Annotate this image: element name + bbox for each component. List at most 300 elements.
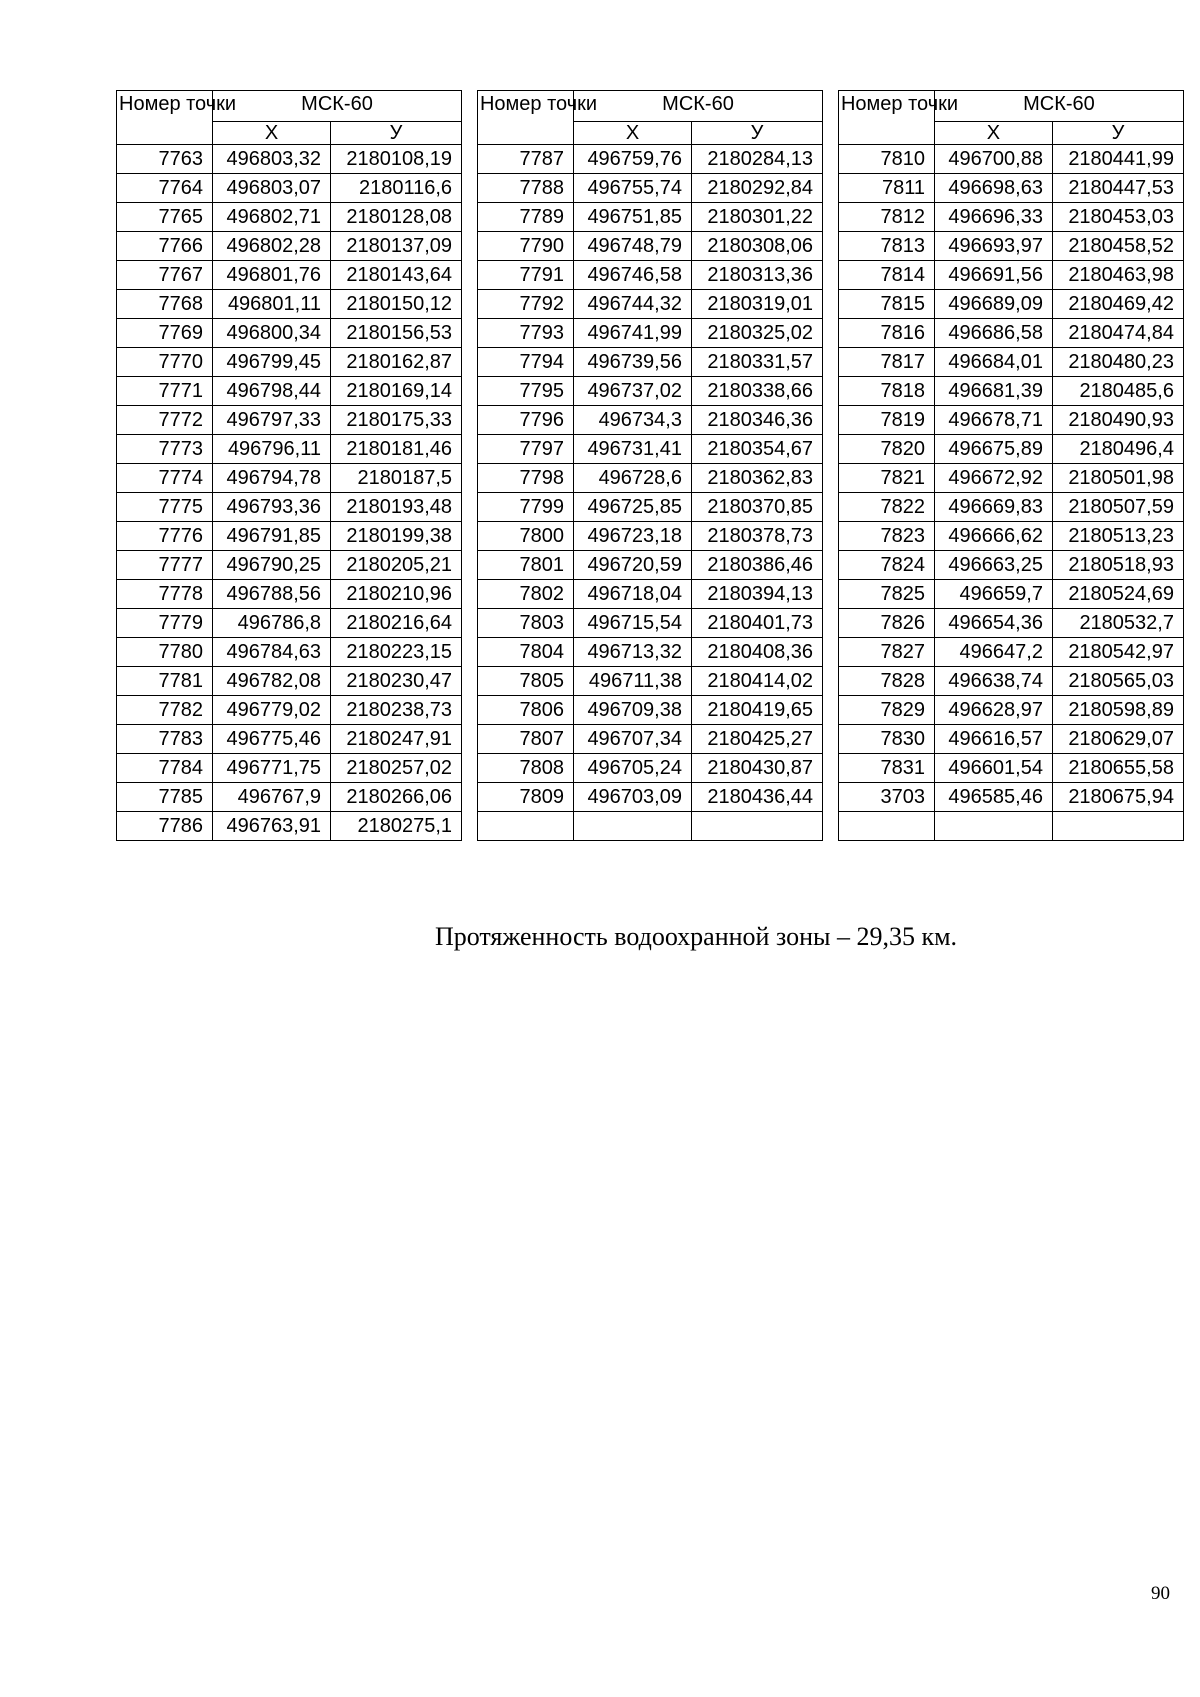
cell-point-number: 7786 bbox=[117, 812, 213, 841]
cell-y: 2180156,53 bbox=[331, 319, 462, 348]
cell-point-number: 7817 bbox=[838, 348, 934, 377]
cell-x: 496628,97 bbox=[934, 696, 1052, 725]
cell-x: 496759,76 bbox=[573, 145, 691, 174]
cell-x: 496693,97 bbox=[934, 232, 1052, 261]
table-row bbox=[117, 725, 462, 754]
cell-point-number: 7810 bbox=[838, 145, 934, 174]
table-row bbox=[477, 319, 822, 348]
cell-x: 496746,58 bbox=[573, 261, 691, 290]
table-row bbox=[117, 435, 462, 464]
cell-x: 496718,04 bbox=[573, 580, 691, 609]
table-row bbox=[477, 754, 822, 783]
cell-point-number: 3703 bbox=[838, 783, 934, 812]
table-row bbox=[117, 290, 462, 319]
cell-x: 496696,33 bbox=[934, 203, 1052, 232]
table-row bbox=[838, 783, 1183, 812]
table-row bbox=[117, 812, 462, 841]
cell-point-number: 7766 bbox=[117, 232, 213, 261]
cell-x: 496711,38 bbox=[573, 667, 691, 696]
cell-x: 496791,85 bbox=[213, 522, 331, 551]
cell-x: 496725,85 bbox=[573, 493, 691, 522]
cell-x: 496691,56 bbox=[934, 261, 1052, 290]
table-row bbox=[477, 522, 822, 551]
cell-y: 2180675,94 bbox=[1052, 783, 1183, 812]
cell-x: 496616,57 bbox=[934, 725, 1052, 754]
table-row bbox=[838, 493, 1183, 522]
cell-x: 496663,25 bbox=[934, 551, 1052, 580]
table-row bbox=[477, 725, 822, 754]
cell-x: 496659,7 bbox=[934, 580, 1052, 609]
cell-point-number: 7788 bbox=[477, 174, 573, 203]
cell-y: 2180463,98 bbox=[1052, 261, 1183, 290]
cell-point-number: 7812 bbox=[838, 203, 934, 232]
cell-point-number: 7781 bbox=[117, 667, 213, 696]
cell-y: 2180501,98 bbox=[1052, 464, 1183, 493]
cell-point-number: 7803 bbox=[477, 609, 573, 638]
cell-point-number: 7809 bbox=[477, 783, 573, 812]
cell-y: 2180319,01 bbox=[691, 290, 822, 319]
table-row bbox=[477, 551, 822, 580]
cell-point-number: 7800 bbox=[477, 522, 573, 551]
coordinate-table-1 bbox=[116, 90, 462, 841]
cell-y: 2180354,67 bbox=[691, 435, 822, 464]
cell-point-number: 7783 bbox=[117, 725, 213, 754]
cell-x: 496720,59 bbox=[573, 551, 691, 580]
cell-y: 2180325,02 bbox=[691, 319, 822, 348]
cell-y: 2180655,58 bbox=[1052, 754, 1183, 783]
table-row bbox=[117, 493, 462, 522]
cell-point-number: 7795 bbox=[477, 377, 573, 406]
water-protection-zone-length: Протяженность водоохранной зоны – 29,35 км. bbox=[434, 922, 958, 951]
cell-x bbox=[573, 812, 691, 841]
table-row bbox=[838, 580, 1183, 609]
cell-point-number: 7787 bbox=[477, 145, 573, 174]
table-row bbox=[838, 667, 1183, 696]
cell-x: 496675,89 bbox=[934, 435, 1052, 464]
cell-point-number: 7778 bbox=[117, 580, 213, 609]
page-number: 90 bbox=[1151, 1583, 1170, 1604]
cell-y: 2180419,65 bbox=[691, 696, 822, 725]
cell-point-number bbox=[838, 812, 934, 841]
cell-y: 2180447,53 bbox=[1052, 174, 1183, 203]
cell-point-number: 7808 bbox=[477, 754, 573, 783]
cell-x: 496723,18 bbox=[573, 522, 691, 551]
table-row bbox=[477, 348, 822, 377]
cell-x: 496798,44 bbox=[213, 377, 331, 406]
cell-y: 2180313,36 bbox=[691, 261, 822, 290]
cell-x: 496803,07 bbox=[213, 174, 331, 203]
cell-y: 2180598,89 bbox=[1052, 696, 1183, 725]
cell-x: 496647,2 bbox=[934, 638, 1052, 667]
table-row bbox=[117, 203, 462, 232]
cell-point-number: 7815 bbox=[838, 290, 934, 319]
cell-x: 496689,09 bbox=[934, 290, 1052, 319]
cell-x: 496707,34 bbox=[573, 725, 691, 754]
table-row bbox=[117, 464, 462, 493]
cell-x: 496739,56 bbox=[573, 348, 691, 377]
cell-y: 2180301,22 bbox=[691, 203, 822, 232]
table-row bbox=[117, 580, 462, 609]
cell-x: 496678,71 bbox=[934, 406, 1052, 435]
cell-point-number: 7828 bbox=[838, 667, 934, 696]
cell-y: 2180425,27 bbox=[691, 725, 822, 754]
cell-y: 2180496,4 bbox=[1052, 435, 1183, 464]
table-row bbox=[838, 406, 1183, 435]
table-row bbox=[477, 493, 822, 522]
cell-point-number: 7821 bbox=[838, 464, 934, 493]
cell-x: 496797,33 bbox=[213, 406, 331, 435]
cell-point-number: 7820 bbox=[838, 435, 934, 464]
cell-point-number: 7811 bbox=[838, 174, 934, 203]
cell-x: 496767,9 bbox=[213, 783, 331, 812]
table-row bbox=[477, 638, 822, 667]
coordinate-table-2 bbox=[477, 90, 823, 841]
cell-point-number: 7785 bbox=[117, 783, 213, 812]
cell-y: 2180143,64 bbox=[331, 261, 462, 290]
cell-x: 496741,99 bbox=[573, 319, 691, 348]
cell-point-number bbox=[477, 812, 573, 841]
cell-y: 2180238,73 bbox=[331, 696, 462, 725]
table-row bbox=[477, 435, 822, 464]
cell-point-number: 7798 bbox=[477, 464, 573, 493]
cell-point-number: 7793 bbox=[477, 319, 573, 348]
cell-y: 2180518,93 bbox=[1052, 551, 1183, 580]
cell-point-number: 7764 bbox=[117, 174, 213, 203]
cell-y: 2180108,19 bbox=[331, 145, 462, 174]
cell-point-number: 7819 bbox=[838, 406, 934, 435]
table-row bbox=[838, 725, 1183, 754]
cell-y: 2180266,06 bbox=[331, 783, 462, 812]
cell-x: 496799,45 bbox=[213, 348, 331, 377]
table-row bbox=[838, 754, 1183, 783]
table-row bbox=[838, 551, 1183, 580]
cell-y: 2180216,64 bbox=[331, 609, 462, 638]
cell-point-number: 7831 bbox=[838, 754, 934, 783]
header-x: Х bbox=[213, 122, 331, 145]
cell-y: 2180629,07 bbox=[1052, 725, 1183, 754]
cell-point-number: 7801 bbox=[477, 551, 573, 580]
cell-x: 496779,02 bbox=[213, 696, 331, 725]
cell-point-number: 7802 bbox=[477, 580, 573, 609]
cell-point-number: 7829 bbox=[838, 696, 934, 725]
cell-point-number: 7792 bbox=[477, 290, 573, 319]
cell-point-number: 7824 bbox=[838, 551, 934, 580]
cell-point-number: 7780 bbox=[117, 638, 213, 667]
cell-y: 2180193,48 bbox=[331, 493, 462, 522]
cell-y: 2180175,33 bbox=[331, 406, 462, 435]
cell-y: 2180386,46 bbox=[691, 551, 822, 580]
cell-x: 496728,6 bbox=[573, 464, 691, 493]
header-y: У bbox=[331, 122, 462, 145]
cell-x: 496790,25 bbox=[213, 551, 331, 580]
table-row bbox=[838, 522, 1183, 551]
cell-x: 496796,11 bbox=[213, 435, 331, 464]
header-point-number: Номер точки bbox=[117, 91, 213, 145]
cell-y: 2180230,47 bbox=[331, 667, 462, 696]
cell-point-number: 7830 bbox=[838, 725, 934, 754]
table-row bbox=[838, 377, 1183, 406]
cell-y: 2180162,87 bbox=[331, 348, 462, 377]
cell-y: 2180116,6 bbox=[331, 174, 462, 203]
table-row bbox=[477, 464, 822, 493]
cell-point-number: 7770 bbox=[117, 348, 213, 377]
cell-y: 2180430,87 bbox=[691, 754, 822, 783]
cell-y: 2180480,23 bbox=[1052, 348, 1183, 377]
cell-x: 496793,36 bbox=[213, 493, 331, 522]
table-row bbox=[838, 290, 1183, 319]
cell-x: 496601,54 bbox=[934, 754, 1052, 783]
cell-y: 2180524,69 bbox=[1052, 580, 1183, 609]
cell-y: 2180223,15 bbox=[331, 638, 462, 667]
cell-y: 2180474,84 bbox=[1052, 319, 1183, 348]
table-row bbox=[838, 174, 1183, 203]
cell-x: 496698,63 bbox=[934, 174, 1052, 203]
cell-y: 2180150,12 bbox=[331, 290, 462, 319]
header-coordinate-system: МСК-60 bbox=[213, 91, 462, 122]
table-row bbox=[838, 464, 1183, 493]
cell-point-number: 7767 bbox=[117, 261, 213, 290]
cell-point-number: 7823 bbox=[838, 522, 934, 551]
cell-y: 2180169,14 bbox=[331, 377, 462, 406]
table-row bbox=[117, 609, 462, 638]
table-row bbox=[477, 145, 822, 174]
cell-x: 496803,32 bbox=[213, 145, 331, 174]
cell-point-number: 7796 bbox=[477, 406, 573, 435]
cell-y: 2180205,21 bbox=[331, 551, 462, 580]
cell-x: 496748,79 bbox=[573, 232, 691, 261]
table-row bbox=[838, 435, 1183, 464]
cell-point-number: 7769 bbox=[117, 319, 213, 348]
table-row bbox=[477, 667, 822, 696]
cell-x: 496709,38 bbox=[573, 696, 691, 725]
table-row bbox=[477, 696, 822, 725]
cell-point-number: 7789 bbox=[477, 203, 573, 232]
cell-point-number: 7763 bbox=[117, 145, 213, 174]
cell-x: 496784,63 bbox=[213, 638, 331, 667]
cell-y: 2180346,36 bbox=[691, 406, 822, 435]
table-row bbox=[117, 783, 462, 812]
cell-x: 496731,41 bbox=[573, 435, 691, 464]
table-row bbox=[838, 812, 1183, 841]
cell-point-number: 7807 bbox=[477, 725, 573, 754]
cell-point-number: 7768 bbox=[117, 290, 213, 319]
cell-y: 2180414,02 bbox=[691, 667, 822, 696]
cell-x: 496666,62 bbox=[934, 522, 1052, 551]
cell-x: 496715,54 bbox=[573, 609, 691, 638]
cell-x: 496681,39 bbox=[934, 377, 1052, 406]
cell-x: 496734,3 bbox=[573, 406, 691, 435]
cell-y: 2180565,03 bbox=[1052, 667, 1183, 696]
cell-x: 496713,32 bbox=[573, 638, 691, 667]
cell-y: 2180401,73 bbox=[691, 609, 822, 638]
cell-y: 2180308,06 bbox=[691, 232, 822, 261]
cell-y: 2180378,73 bbox=[691, 522, 822, 551]
header-coordinate-system: МСК-60 bbox=[573, 91, 822, 122]
header-y: У bbox=[691, 122, 822, 145]
table-row bbox=[838, 348, 1183, 377]
cell-x: 496585,46 bbox=[934, 783, 1052, 812]
cell-x: 496782,08 bbox=[213, 667, 331, 696]
cell-point-number: 7784 bbox=[117, 754, 213, 783]
table-row bbox=[117, 348, 462, 377]
cell-y: 2180187,5 bbox=[331, 464, 462, 493]
cell-y: 2180257,02 bbox=[331, 754, 462, 783]
table-row bbox=[117, 754, 462, 783]
cell-y: 2180370,85 bbox=[691, 493, 822, 522]
table-row bbox=[477, 783, 822, 812]
cell-point-number: 7805 bbox=[477, 667, 573, 696]
cell-x: 496802,71 bbox=[213, 203, 331, 232]
cell-x: 496705,24 bbox=[573, 754, 691, 783]
cell-y: 2180485,6 bbox=[1052, 377, 1183, 406]
cell-point-number: 7777 bbox=[117, 551, 213, 580]
cell-y: 2180137,09 bbox=[331, 232, 462, 261]
cell-x: 496737,02 bbox=[573, 377, 691, 406]
cell-x: 496751,85 bbox=[573, 203, 691, 232]
table-row bbox=[477, 232, 822, 261]
table-row bbox=[477, 406, 822, 435]
cell-x: 496669,83 bbox=[934, 493, 1052, 522]
cell-point-number: 7826 bbox=[838, 609, 934, 638]
cell-y: 2180513,23 bbox=[1052, 522, 1183, 551]
cell-y: 2180408,36 bbox=[691, 638, 822, 667]
cell-point-number: 7818 bbox=[838, 377, 934, 406]
header-x: Х bbox=[934, 122, 1052, 145]
cell-y: 2180441,99 bbox=[1052, 145, 1183, 174]
table-row bbox=[838, 232, 1183, 261]
coordinate-table-3 bbox=[838, 90, 1184, 841]
cell-y: 2180436,44 bbox=[691, 783, 822, 812]
header-point-number: Номер точки bbox=[477, 91, 573, 145]
table-row bbox=[117, 667, 462, 696]
table-row bbox=[117, 406, 462, 435]
cell-y: 2180275,1 bbox=[331, 812, 462, 841]
cell-point-number: 7791 bbox=[477, 261, 573, 290]
cell-x: 496800,34 bbox=[213, 319, 331, 348]
cell-y bbox=[691, 812, 822, 841]
cell-point-number: 7773 bbox=[117, 435, 213, 464]
table-row bbox=[838, 145, 1183, 174]
header-x: Х bbox=[573, 122, 691, 145]
cell-point-number: 7765 bbox=[117, 203, 213, 232]
cell-point-number: 7782 bbox=[117, 696, 213, 725]
table-row bbox=[477, 812, 822, 841]
cell-y: 2180453,03 bbox=[1052, 203, 1183, 232]
table-row bbox=[838, 638, 1183, 667]
cell-y: 2180199,38 bbox=[331, 522, 462, 551]
cell-x: 496771,75 bbox=[213, 754, 331, 783]
table-row bbox=[117, 319, 462, 348]
cell-x: 496703,09 bbox=[573, 783, 691, 812]
header-y: У bbox=[1052, 122, 1183, 145]
cell-x: 496700,88 bbox=[934, 145, 1052, 174]
table-row bbox=[477, 609, 822, 638]
table-row bbox=[117, 696, 462, 725]
cell-point-number: 7779 bbox=[117, 609, 213, 638]
table-row bbox=[477, 377, 822, 406]
table-row bbox=[117, 174, 462, 203]
cell-y bbox=[1052, 812, 1183, 841]
table-row bbox=[838, 203, 1183, 232]
cell-point-number: 7814 bbox=[838, 261, 934, 290]
cell-x: 496755,74 bbox=[573, 174, 691, 203]
cell-y: 2180394,13 bbox=[691, 580, 822, 609]
header-coordinate-system: МСК-60 bbox=[934, 91, 1183, 122]
cell-y: 2180507,59 bbox=[1052, 493, 1183, 522]
cell-y: 2180362,83 bbox=[691, 464, 822, 493]
table-row bbox=[838, 696, 1183, 725]
cell-y: 2180532,7 bbox=[1052, 609, 1183, 638]
cell-point-number: 7827 bbox=[838, 638, 934, 667]
cell-point-number: 7813 bbox=[838, 232, 934, 261]
cell-x: 496786,8 bbox=[213, 609, 331, 638]
table-row bbox=[477, 580, 822, 609]
cell-y: 2180181,46 bbox=[331, 435, 462, 464]
cell-point-number: 7806 bbox=[477, 696, 573, 725]
cell-y: 2180458,52 bbox=[1052, 232, 1183, 261]
table-row bbox=[117, 145, 462, 174]
cell-point-number: 7797 bbox=[477, 435, 573, 464]
cell-x: 496788,56 bbox=[213, 580, 331, 609]
cell-x bbox=[934, 812, 1052, 841]
cell-x: 496744,32 bbox=[573, 290, 691, 319]
cell-x: 496672,92 bbox=[934, 464, 1052, 493]
cell-point-number: 7825 bbox=[838, 580, 934, 609]
cell-point-number: 7776 bbox=[117, 522, 213, 551]
table-row bbox=[117, 377, 462, 406]
cell-point-number: 7804 bbox=[477, 638, 573, 667]
cell-point-number: 7772 bbox=[117, 406, 213, 435]
cell-x: 496686,58 bbox=[934, 319, 1052, 348]
cell-y: 2180331,57 bbox=[691, 348, 822, 377]
cell-y: 2180469,42 bbox=[1052, 290, 1183, 319]
cell-x: 496654,36 bbox=[934, 609, 1052, 638]
table-row bbox=[117, 261, 462, 290]
header-point-number: Номер точки bbox=[838, 91, 934, 145]
table-row bbox=[117, 522, 462, 551]
table-row bbox=[477, 174, 822, 203]
table-row bbox=[838, 319, 1183, 348]
table-row bbox=[117, 551, 462, 580]
cell-x: 496684,01 bbox=[934, 348, 1052, 377]
cell-point-number: 7774 bbox=[117, 464, 213, 493]
cell-y: 2180542,97 bbox=[1052, 638, 1183, 667]
cell-x: 496638,74 bbox=[934, 667, 1052, 696]
cell-x: 496763,91 bbox=[213, 812, 331, 841]
table-row bbox=[477, 203, 822, 232]
table-row bbox=[477, 290, 822, 319]
table-row bbox=[117, 638, 462, 667]
cell-x: 496802,28 bbox=[213, 232, 331, 261]
table-row bbox=[477, 261, 822, 290]
cell-point-number: 7771 bbox=[117, 377, 213, 406]
cell-y: 2180490,93 bbox=[1052, 406, 1183, 435]
table-row bbox=[117, 232, 462, 261]
table-row bbox=[838, 609, 1183, 638]
cell-y: 2180210,96 bbox=[331, 580, 462, 609]
cell-x: 496801,76 bbox=[213, 261, 331, 290]
cell-x: 496801,11 bbox=[213, 290, 331, 319]
cell-y: 2180247,91 bbox=[331, 725, 462, 754]
cell-point-number: 7794 bbox=[477, 348, 573, 377]
cell-point-number: 7799 bbox=[477, 493, 573, 522]
cell-point-number: 7790 bbox=[477, 232, 573, 261]
cell-point-number: 7822 bbox=[838, 493, 934, 522]
cell-y: 2180292,84 bbox=[691, 174, 822, 203]
cell-y: 2180128,08 bbox=[331, 203, 462, 232]
cell-x: 496775,46 bbox=[213, 725, 331, 754]
cell-x: 496794,78 bbox=[213, 464, 331, 493]
